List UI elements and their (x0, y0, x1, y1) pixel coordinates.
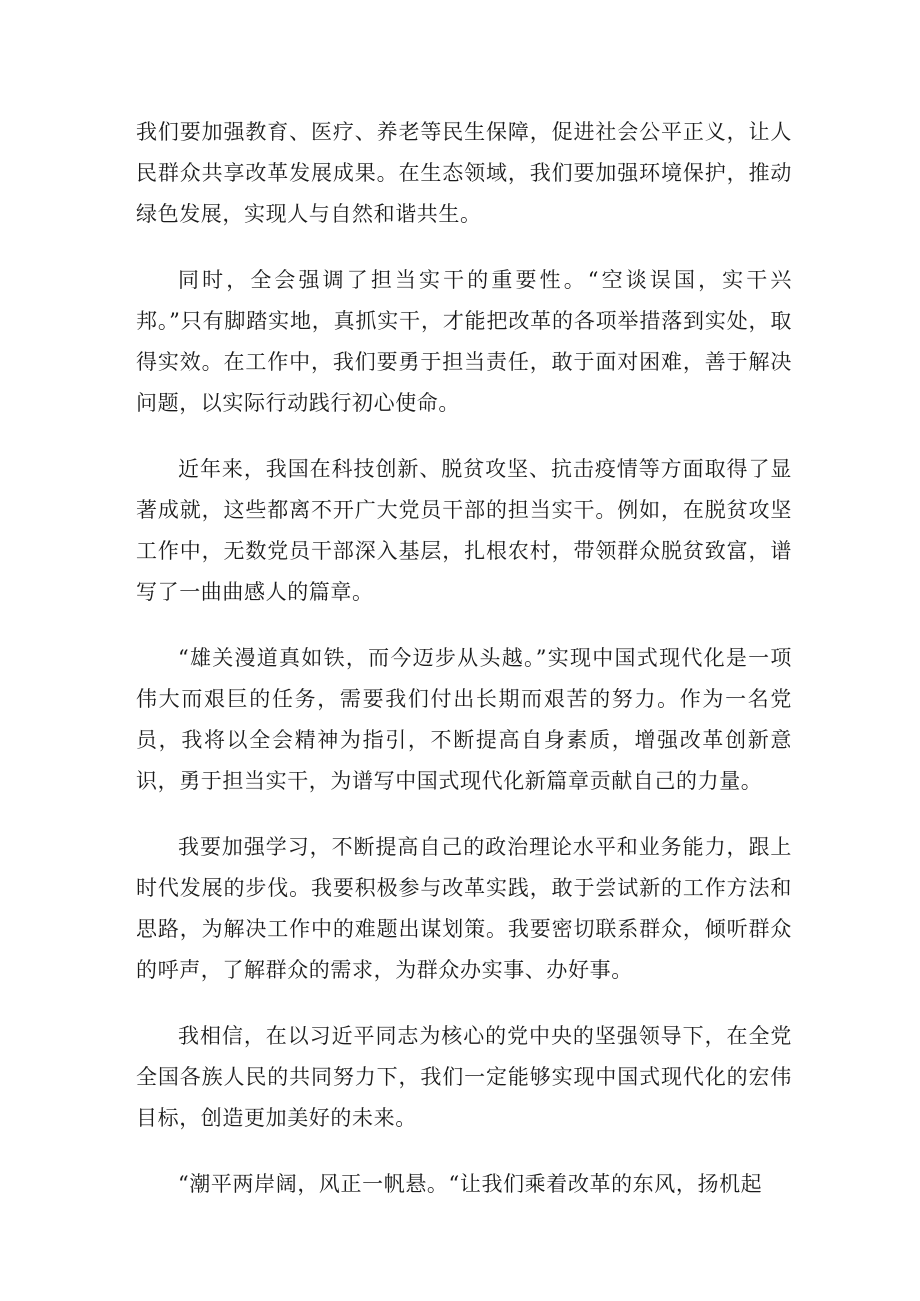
paragraph-4: “雄关漫道真如铁，而今迈步从头越。”实现中国式现代化是一项伟大而艰巨的任务，需要我们付出长期而艰苦的努力。作为一名党员，我将以全会精神为指引，不断提高自身素质，增强改革创新意识，勇于担当实干，为谱写中国式现代化新篇章贡献自己的力量。 (136, 646, 792, 793)
paragraph-5: 我要加强学习，不断提高自己的政治理论水平和业务能力，跟上时代发展的步伐。我要积极参与改革实践，敢于尝试新的工作方法和思路，为解决工作中的难题出谋划策。我要密切联系群众，倾听群众的呼声，了解群众的需求，为群众办实事、办好事。 (136, 835, 792, 982)
paragraph-3: 近年来，我国在科技创新、脱贫攻坚、抗击疫情等方面取得了显著成就，这些都离不开广大党员干部的担当实干。例如，在脱贫攻坚工作中，无数党员干部深入基层，扎根农村，带领群众脱贫致富，谱写了一曲曲感人的篇章。 (136, 457, 792, 604)
paragraph-1: 我们要加强教育、医疗、养老等民生保障，促进社会公平正义，让人民群众共享改革发展成果。在生态领域，我们要加强环境保护，推动绿色发展，实现人与自然和谐共生。 (136, 120, 792, 226)
paragraph-7: “潮平两岸阔，风正一帆悬。“让我们乘着改革的东风，扬机起 (178, 1172, 763, 1196)
paragraph-2: 同时，全会强调了担当实干的重要性。“空谈误国，实干兴邦。”只有脚踏实地，真抓实干，才能把改革的各项举措落到实处，取得实效。在工作中，我们要勇于担当责任，敢于面对困难，善于解决问题，以实际行动践行初心使命。 (136, 268, 792, 415)
paragraph-6: 我相信，在以习近平同志为核心的党中央的坚强领导下，在全党全国各族人民的共同努力下，我们一定能够实现中国式现代化的宏伟目标，创造更加美好的未来。 (136, 1024, 792, 1130)
document-body (136, 112, 792, 1230)
